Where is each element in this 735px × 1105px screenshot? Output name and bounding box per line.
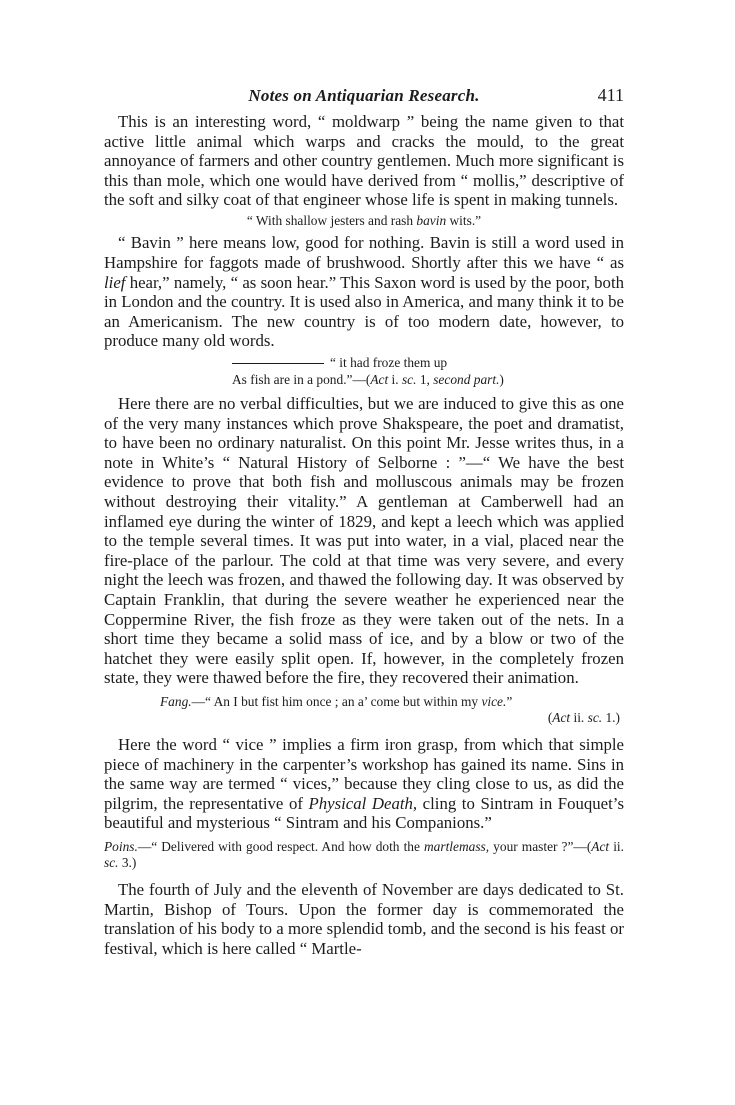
quote-bavin: “ With shallow jesters and rash bavin wits.” [246,212,482,228]
quote-fang-reference: (Act ii. sc. 1.) [547,710,620,726]
speaker-fang: Fang. [160,693,192,709]
book-page [104,86,624,958]
running-head [104,86,624,112]
paragraph-moldwarp: This is an interesting word, “ moldwarp ” being the name given to that active little animal which warps and cracks the mould, to the great annoyance of farmers and other country gentlemen. Much more significant is this than mole, which one would have derived from “ mollis,” descriptive of the soft and silky coat of that engineer whose life is spent in making tunnels. [104,112,624,210]
quote-fang: Fang.—“ An I but fist him once ; an a’ come but within my vice.” (Act ii. sc. 1.) [104,694,624,727]
quote-poins: Poins.—“ Delivered with good respect. And how doth the martlemass, your master ?”—(Act ii. sc. 3.) [104,838,624,871]
paragraph-bavin: “ Bavin ” here means low, good for nothing. Bavin is still a word used in Hampshire for faggots made of brushwood. Shortly after this we have “ as lief hear,” namely, “ as soon hear.” This Saxon word is used by the poor, both in London and the country. It is used also in America, and many think it to be an Americanism. The new country is of too modern date, however, to produce many old words. [104,233,624,351]
page-number: 411 [597,85,624,105]
phrase-physical-death: Physical Death, [308,793,418,813]
paragraph-vice: Here the word “ vice ” implies a firm iron grasp, from which that simple piece of machinery in the carpenter’s workshop has gained its name. Sins in the same way are termed “ vices,” because they cling close to us, as did the pilgrim, the representative of Physical Death, cling to Sintram in Fouquet’s beautiful and mysterious “ Sintram and his Companions.” [104,734,624,833]
quote-frozen-fish: “ it had froze them up As fish are in a pond.”—(Act i. sc. 1, second part.) [232,355,504,387]
paragraph-st-martin: The fourth of July and the eleventh of November are days dedicated to St. Martin, Bishop of Tours. Upon the former day is commemorated the translation of his body to a more splendid tomb, and the second is his feast or festival, which is here called “ Martle- [104,879,624,958]
running-title: Notes on Antiquarian Research. [248,86,480,105]
speaker-poins: Poins. [104,838,138,854]
quote-bavin-italic: bavin [416,212,447,228]
quote-dash-rule [232,363,324,364]
word-lief: lief [104,272,126,292]
paragraph-naturalist: Here there are no verbal difficulties, but we are induced to give this as one of the very many instances which prove Shakspeare, the poet and dramatist, to have been no ordinary naturalist. On this point Mr. Jesse writes thus, in a note in White’s “ Natural History of Selborne : ”—“ We have the best evidence to prove that both fish and molluscous animals may be frozen without destroying their vitality.” A gentleman at Camberwell had an inflamed eye during the winter of 1829, and kept a leech which was applied to the temple several times. It was put into water, in a vial, placed near the fire-place of the parlour. The cold at that time was very severe, and every night the leech was frozen, and thawed the following day. It was observed by Captain Franklin, that during the severe weather he experienced near the Coppermine River, the fish froze as they were taken out of the nets. In a short time they became a solid mass of ice, and by a blow or two of the hatchet they were easily split open. If, however, in the completely frozen state, they were thawed before the fire, they recovered their animation. [104,394,624,688]
